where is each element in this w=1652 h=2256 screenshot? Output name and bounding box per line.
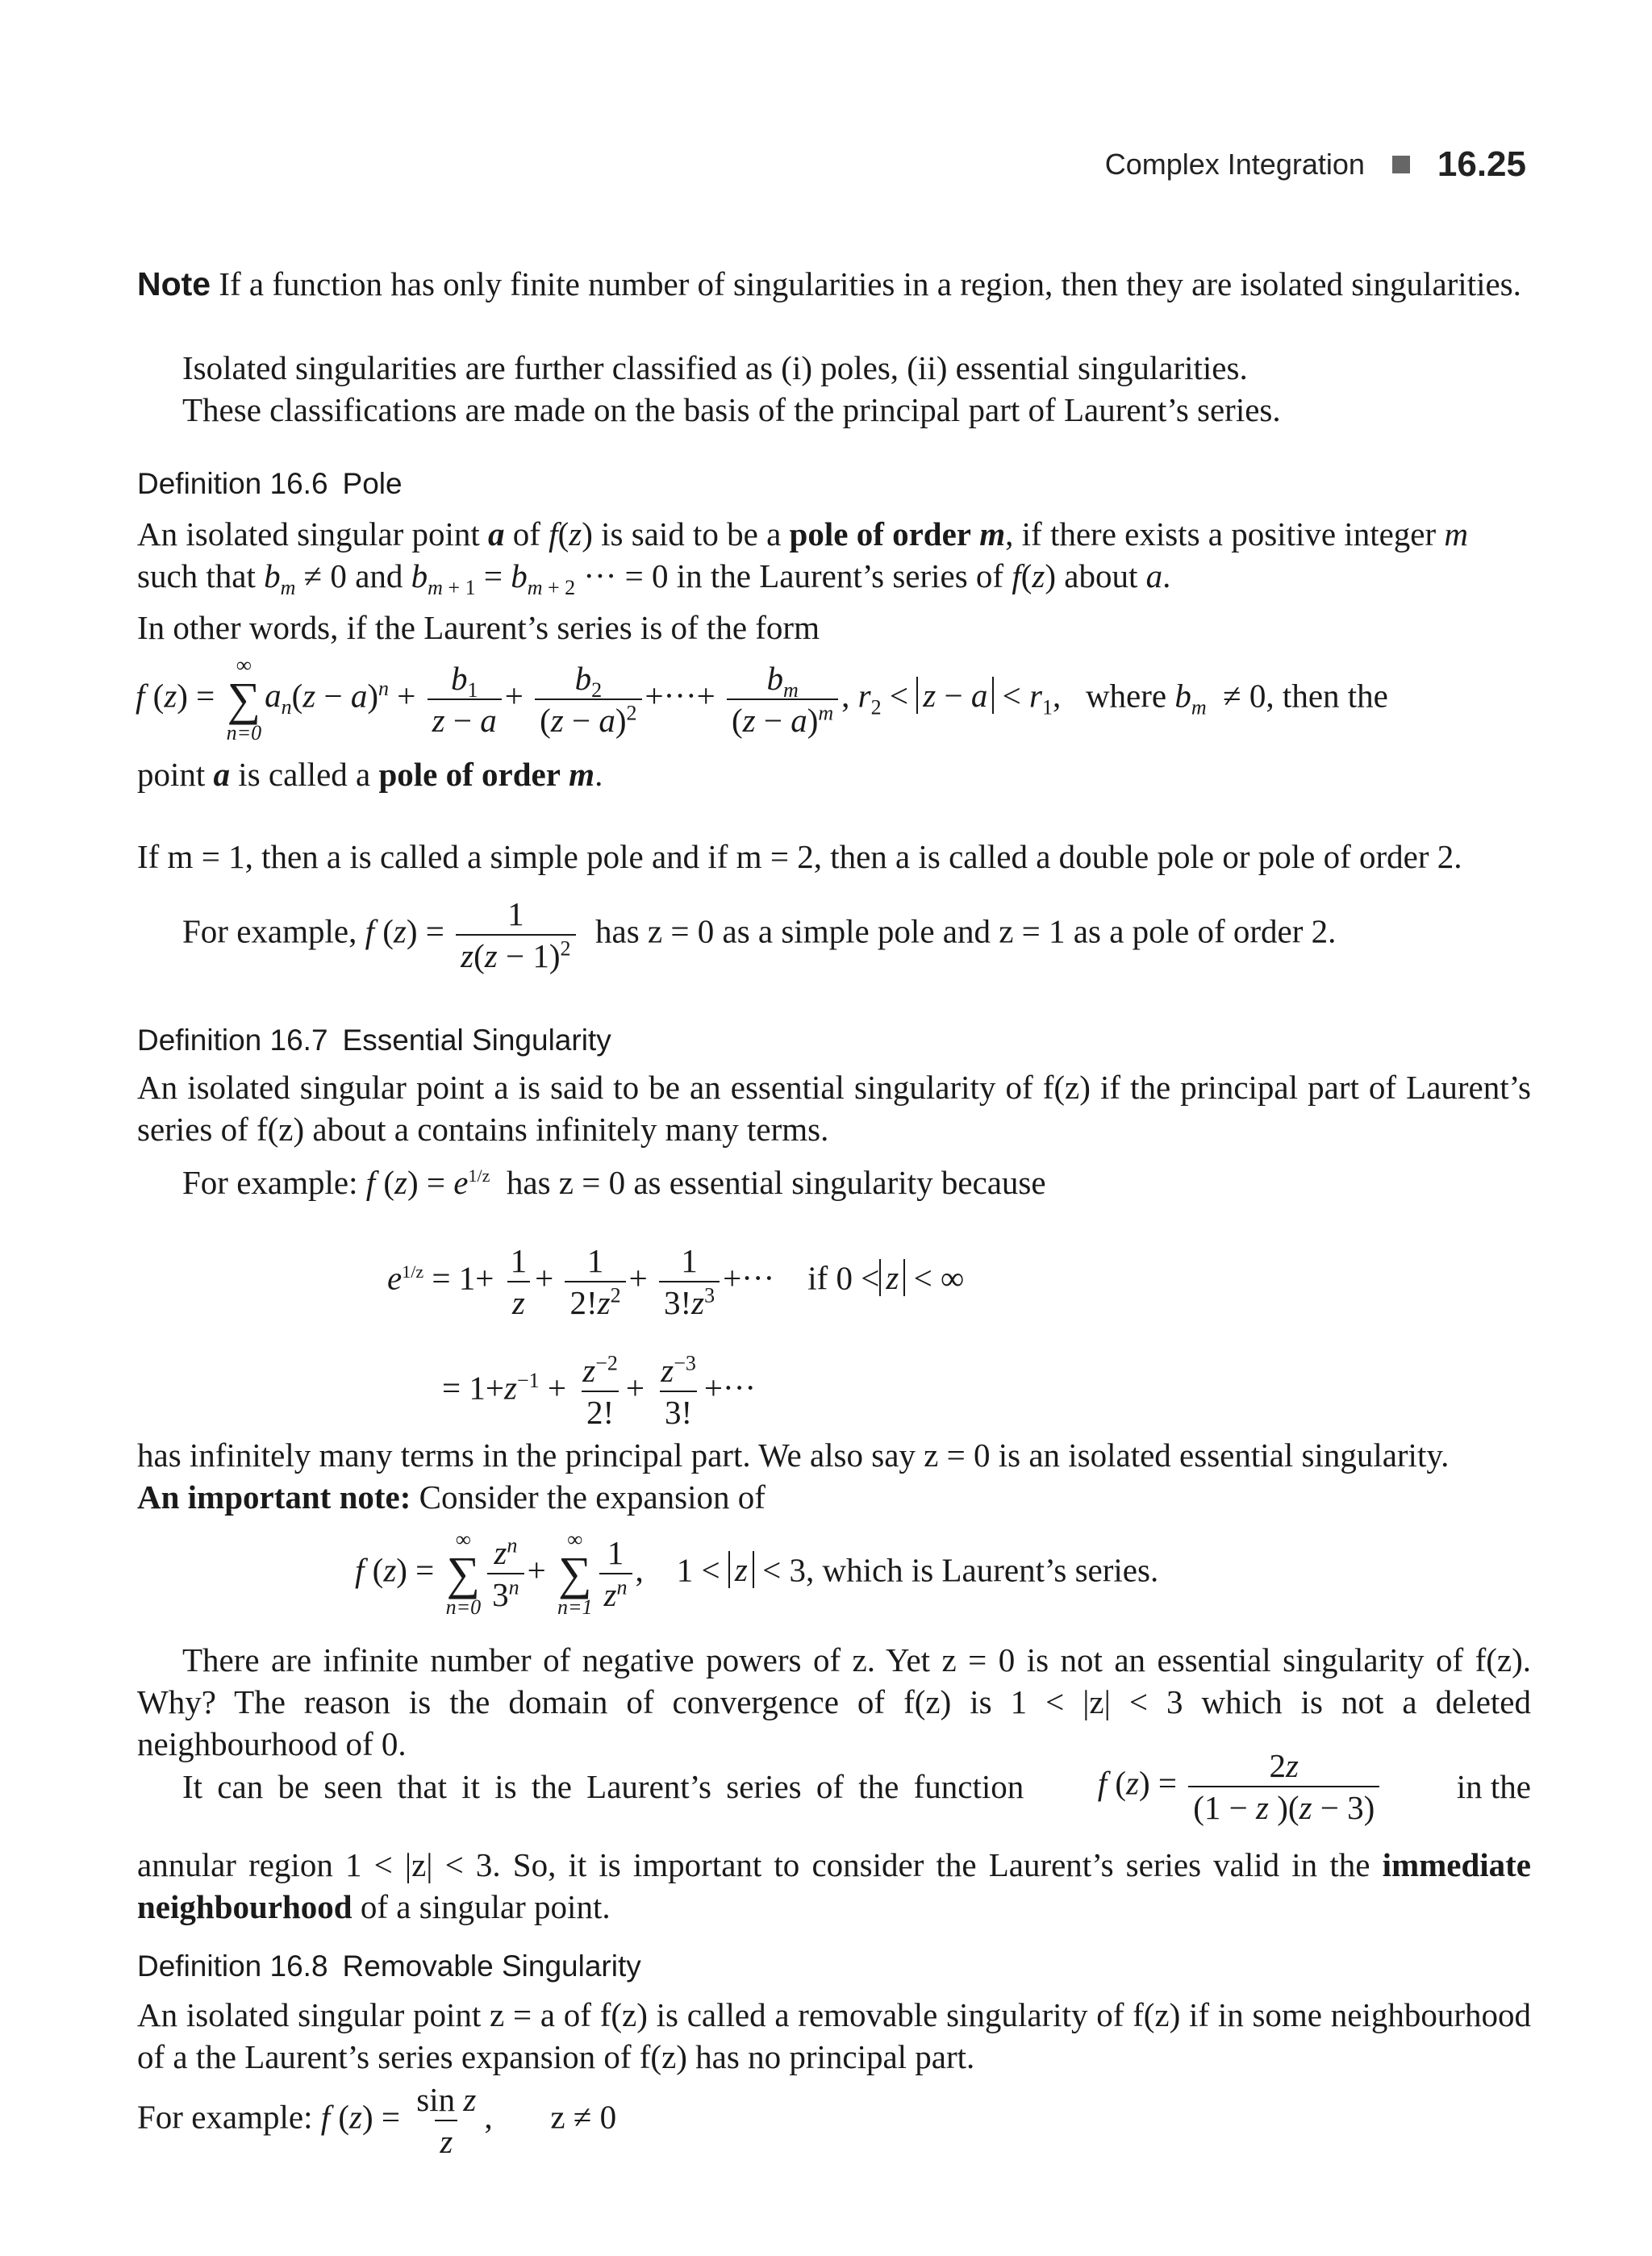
def166-paragraph-1: An isolated singular point a of f(z) is said to be a pole of order m, if there exists a positive integer m <box>137 515 1468 553</box>
definition-16-7-heading <box>137 1020 611 1061</box>
text: An isolated singular point <box>137 515 480 553</box>
def166-paragraph-1b: such that $b_m \ne 0$ and $b_{m + 1} = b_{m + 2}$ ··· = 0 in the Laurent’s series of f(z) about a. <box>137 557 1171 600</box>
def167-paragraph-3: There are infinite number of negative powers of z. Yet z = 0 is not an essential singularity of f(z). Why? The reason is the domain of convergence of f(z) is 1 < |z| < 3 which is not a deleted neighbourhood of 0. <box>137 1641 1531 1762</box>
essential-example: For example: f $(z) = e^{1/z}$ has z = 0 as essential singularity because <box>182 1164 1046 1201</box>
bold-text: immediate <box>1382 1846 1532 1883</box>
definition-16-6-heading <box>137 463 403 505</box>
text: For example, <box>182 912 357 950</box>
important-series-formula: f (z) = ∞ ∑ n=0 $\frac{z^n}{3^n}$ + ∞ ∑ n=1 $\frac{1}{z^n}$ , 1 < z < 3, which is Laurent’s series. <box>355 1528 1159 1619</box>
def166-paragraph-3: point a is called a pole of order m. <box>137 756 603 793</box>
text: of <box>512 515 540 553</box>
note-line-1: If a function has only finite number of singularities in a region, then they are isolated singularities. <box>219 265 1521 302</box>
def166-paragraph-2: In other words, if the Laurent’s series is of the form <box>137 609 820 646</box>
note-label: Note <box>137 265 211 302</box>
text: has z = 0 as a simple pole and z = 1 as a pole of order 2. <box>595 912 1337 950</box>
text: It can be seen that it is the Laurent’s series of the function <box>182 1768 1024 1805</box>
def167-paragraph-5 <box>137 1844 1531 1928</box>
bold-text: An important note: <box>137 1478 411 1516</box>
bold-text: pole of order <box>378 756 561 793</box>
text: and <box>355 557 403 594</box>
text: in the <box>1456 1768 1531 1805</box>
text: , then the <box>1266 677 1388 715</box>
text: if 0 < <box>807 1259 880 1297</box>
definition-title: Pole <box>342 467 403 500</box>
definition-number: Definition 16.7 <box>137 1024 328 1057</box>
text: , which is Laurent’s series. <box>805 1551 1159 1589</box>
text: is called a <box>238 756 371 793</box>
text: , if there exists a positive integer <box>1005 515 1437 553</box>
definition-title: Essential Singularity <box>342 1024 611 1057</box>
def166-paragraph-4: If m = 1, then a is called a simple pole and if m = 2, then a is called a double pole or pole of order 2. <box>137 838 1462 875</box>
laurent-series-formula: f (z) = ∞ ∑ n=0 $a_n(z - a)^n$ + $\frac{b_1}{z - a}$ + $\frac{b_2}{(z - a)^2}$ +···+ $\frac{b_m}{(z - a)^m}$ , $r_2 < z - a < r_1$, where $b_m \ne 0$, then the <box>136 653 1388 744</box>
text: about <box>1064 557 1138 594</box>
removable-example: For example: f (z) = $\frac{\text{sin z}}{z}$ , z ≠ 0 <box>137 2081 617 2160</box>
def167-paragraph-4: It can be seen that it is the Laurent’s series of the function f (z) = $\frac{2z}{(1 - z )(z - 3)}$ in the <box>182 1747 1531 1826</box>
page-number: 16.25 <box>1437 144 1526 184</box>
text: of a singular point. <box>360 1888 611 1925</box>
text: annular region 1 < |z| < 3. So, it is important to consider the Laurent’s series valid in the <box>137 1846 1370 1883</box>
header-square-icon <box>1392 156 1410 173</box>
definition-number: Definition 16.6 <box>137 467 328 500</box>
exponential-expansion-1: $e^{1/z} = 1+$ $\frac{1}{z}$ + $\frac{1}{2!z^2}$ + $\frac{1}{3!z^3}$ +··· if 0 < z < ∞ <box>387 1242 965 1321</box>
text: is said to be a <box>601 515 782 553</box>
bold-text: neighbourhood <box>137 1888 353 1925</box>
bold-text: pole of order <box>789 515 971 553</box>
def168-paragraph-1: An isolated singular point z = a of f(z) is called a removable singularity of f(z) if in some neighbourhood of a the Laurent’s series expansion of f(z) has no principal part. <box>137 1996 1531 2075</box>
section-title: Complex Integration <box>1104 148 1365 181</box>
definition-title: Removable Singularity <box>342 1950 641 1983</box>
page-header <box>1105 144 1526 186</box>
text: point <box>137 756 206 793</box>
exponential-expansion-2: = $1+z^{-1}$ + $\frac{z^{-2}}{2!}$ + $\frac{z^{-3}}{3!}$ +··· <box>442 1351 757 1431</box>
def167-paragraph-1: An isolated singular point a is said to be an essential singularity of f(z) if the principal part of Laurent’s series of f(z) about a contains infinitely many terms. <box>137 1069 1531 1148</box>
text: has z = 0 as essential singularity because <box>506 1164 1046 1201</box>
definition-number: Definition 16.8 <box>137 1950 328 1983</box>
def167-paragraph-2: has infinitely many terms in the principal part. We also say z = 0 is an isolated essential singularity. <box>137 1437 1450 1474</box>
definition-16-8-heading <box>137 1945 641 1987</box>
text: such that <box>137 557 256 594</box>
text: in the Laurent’s series of <box>676 557 1004 594</box>
text: where <box>1085 677 1167 715</box>
note-line-2: Isolated singularities are further classified as (i) poles, (ii) essential singularities. <box>182 349 1248 386</box>
text: Consider the expansion of <box>419 1478 766 1516</box>
text: For example: <box>137 2098 313 2136</box>
note-line-3: These classifications are made on the basis of the principal part of Laurent’s series. <box>182 391 1281 428</box>
text: z ≠ 0 <box>550 2098 617 2136</box>
pole-example: For example, f (z) = $\frac{1}{z(z - 1)^2}$ has z = 0 as a simple pole and z = 1 as a pole of order 2. <box>182 895 1337 974</box>
def167-important-note <box>137 1476 1531 1518</box>
text: For example: <box>182 1164 358 1201</box>
note-paragraph <box>137 263 1531 305</box>
